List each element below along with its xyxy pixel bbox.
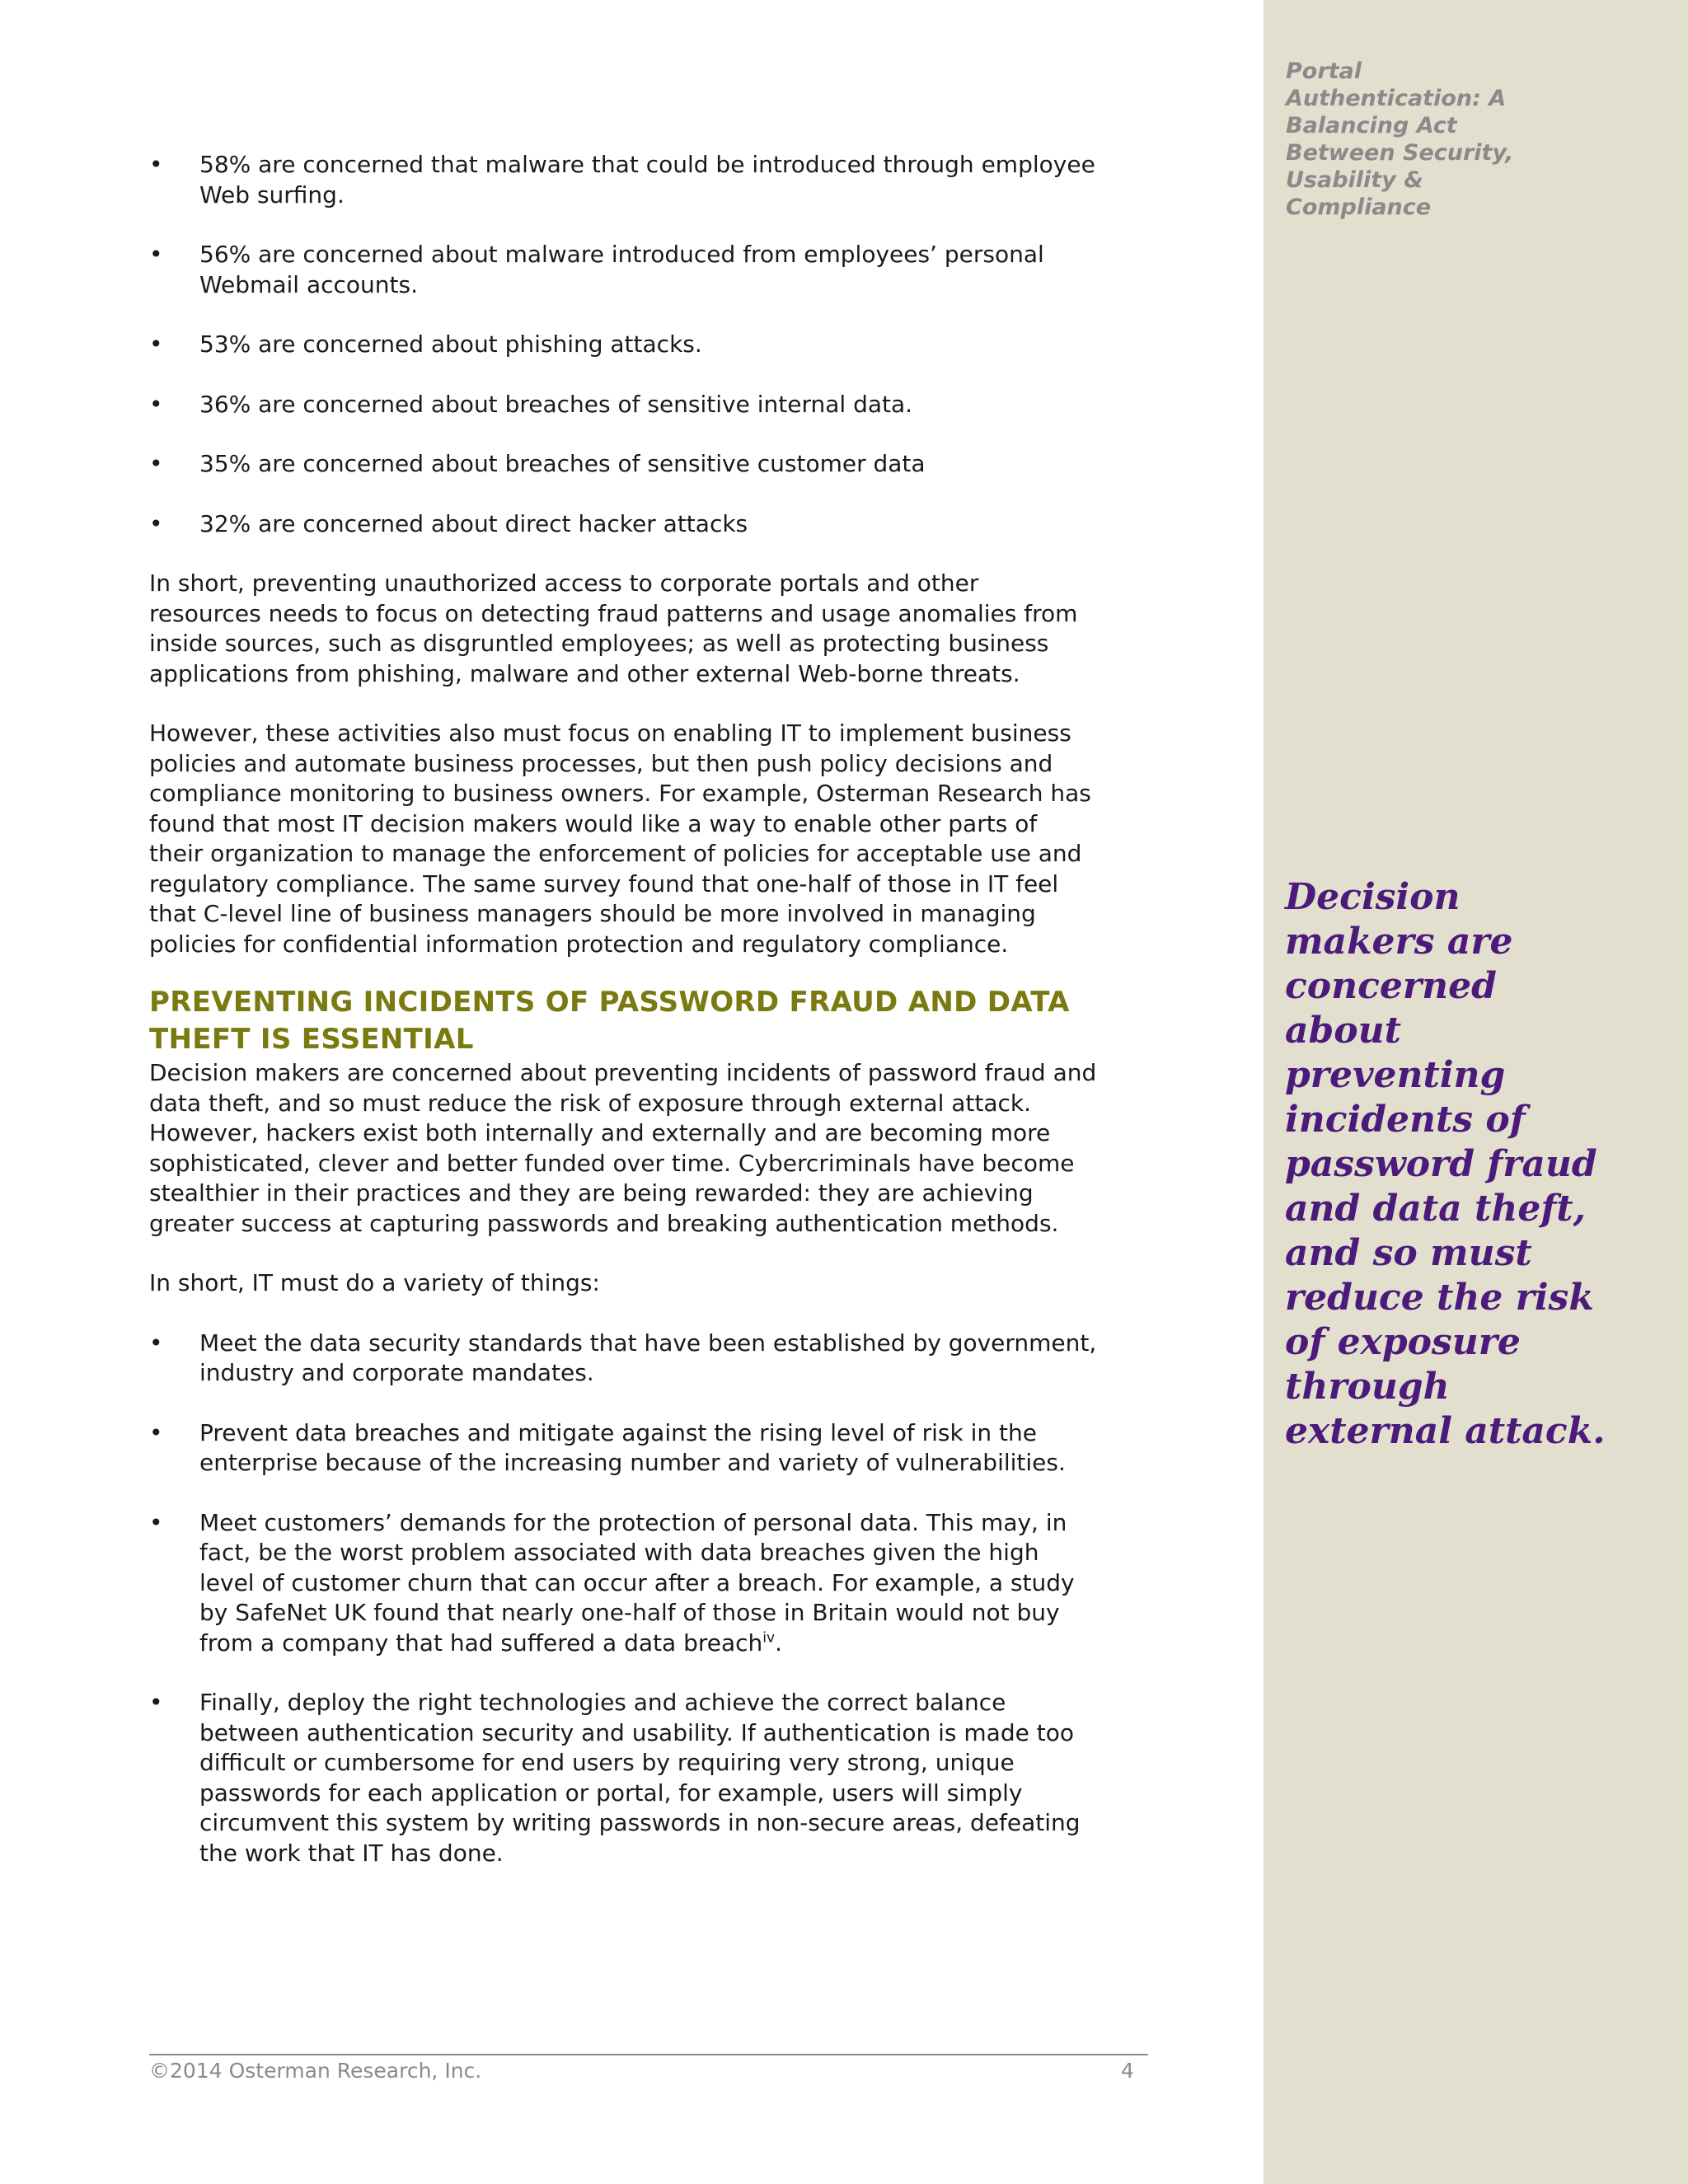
sidebar-title: Portal Authentication: A Balancing Act Between Security, Usability & Compliance <box>1286 59 1514 220</box>
it-tasks-list <box>149 1329 1097 1869</box>
list-item <box>149 1508 1097 1659</box>
list-item: • Finally, deploy the right technologies and achieve the correct balance between authentication security and usability. If authentication is made too difficult or cumbersome for end users by requiring very strong, unique passwords for each application or portal, for example, users will simply circumvent this system by writing passwords in non-secure areas, defeating the work that IT has done. <box>149 1688 1097 1868</box>
main-content <box>149 150 1097 1898</box>
footer-divider <box>149 2054 1148 2055</box>
list-item: • 35% are concerned about breaches of sensitive customer data <box>149 449 1097 480</box>
paragraph: However, these activities also must focus on enabling IT to implement business policies and automate business processes, but then push policy decisions and compliance monitoring to business owners. For example, Osterman Research has found that most IT decision makers would like a way to enable other parts of their organization to manage the enforcement of policies for acceptable use and regulatory compliance. The same survey found that one-half of those in IT feel that C-level line of business managers should be more involved in managing policies for confidential information protection and regulatory compliance. <box>149 719 1091 958</box>
section-heading: PREVENTING INCIDENTS OF PASSWORD FRAUD AND DATA THEFT IS ESSENTIAL <box>149 986 1070 1056</box>
list-item-text: Meet customers’ demands for the protection of personal data. This may, in fact, be the worst problem associated with data breaches given the high level of customer churn that can occur after a breach. For example, a study by SafeNet UK found that nearly one-half of those in Britain would not buy from a company that had suffered a data breach <box>199 1508 1075 1657</box>
list-item: • 56% are concerned about malware introduced from employees’ personal Webmail accounts. <box>149 240 1097 300</box>
footer-copyright: ©2014 Osterman Research, Inc. <box>149 2059 482 2083</box>
sidebar-panel <box>1264 0 1688 2184</box>
paragraph: In short, IT must do a variety of things: <box>149 1269 600 1296</box>
pull-quote: Decision makers are concerned about preventing incidents of password fraud and data theft, and so must reduce the risk of exposure through external attack. <box>1285 876 1606 1452</box>
concern-list <box>149 150 1097 539</box>
paragraph: Decision makers are concerned about preventing incidents of password fraud and data theft, and so must reduce the risk of exposure through external attack. However, hackers exist both internally and externally and are becoming more sophisticated, clever and better funded over time. Cybercriminals have become stealthier in their practices and they are being rewarded: they are achieving greater success at capturing passwords and breaking authentication methods. <box>149 1059 1097 1237</box>
paragraph: In short, preventing unauthorized access to corporate portals and other resources needs to focus on detecting fraud patterns and usage anomalies from inside sources, such as disgruntled employees; as well as protecting business applications from phishing, malware and other external Web-borne threats. <box>149 569 1078 687</box>
list-item-trailing: . <box>775 1629 782 1657</box>
list-item: • 53% are concerned about phishing attacks. <box>149 330 1097 360</box>
page-number: 4 <box>1121 2059 1134 2083</box>
list-item: • 58% are concerned that malware that could be introduced through employee Web surfing. <box>149 150 1097 210</box>
footnote-marker: iv <box>762 1629 776 1647</box>
list-item: • 32% are concerned about direct hacker attacks <box>149 509 1097 540</box>
list-item: • Prevent data breaches and mitigate against the rising level of risk in the enterprise because of the increasing number and variety of vulnerabilities. <box>149 1418 1097 1479</box>
list-item: • Meet the data security standards that have been established by government, industry and corporate mandates. <box>149 1329 1097 1389</box>
list-item: • 36% are concerned about breaches of sensitive internal data. <box>149 390 1097 420</box>
